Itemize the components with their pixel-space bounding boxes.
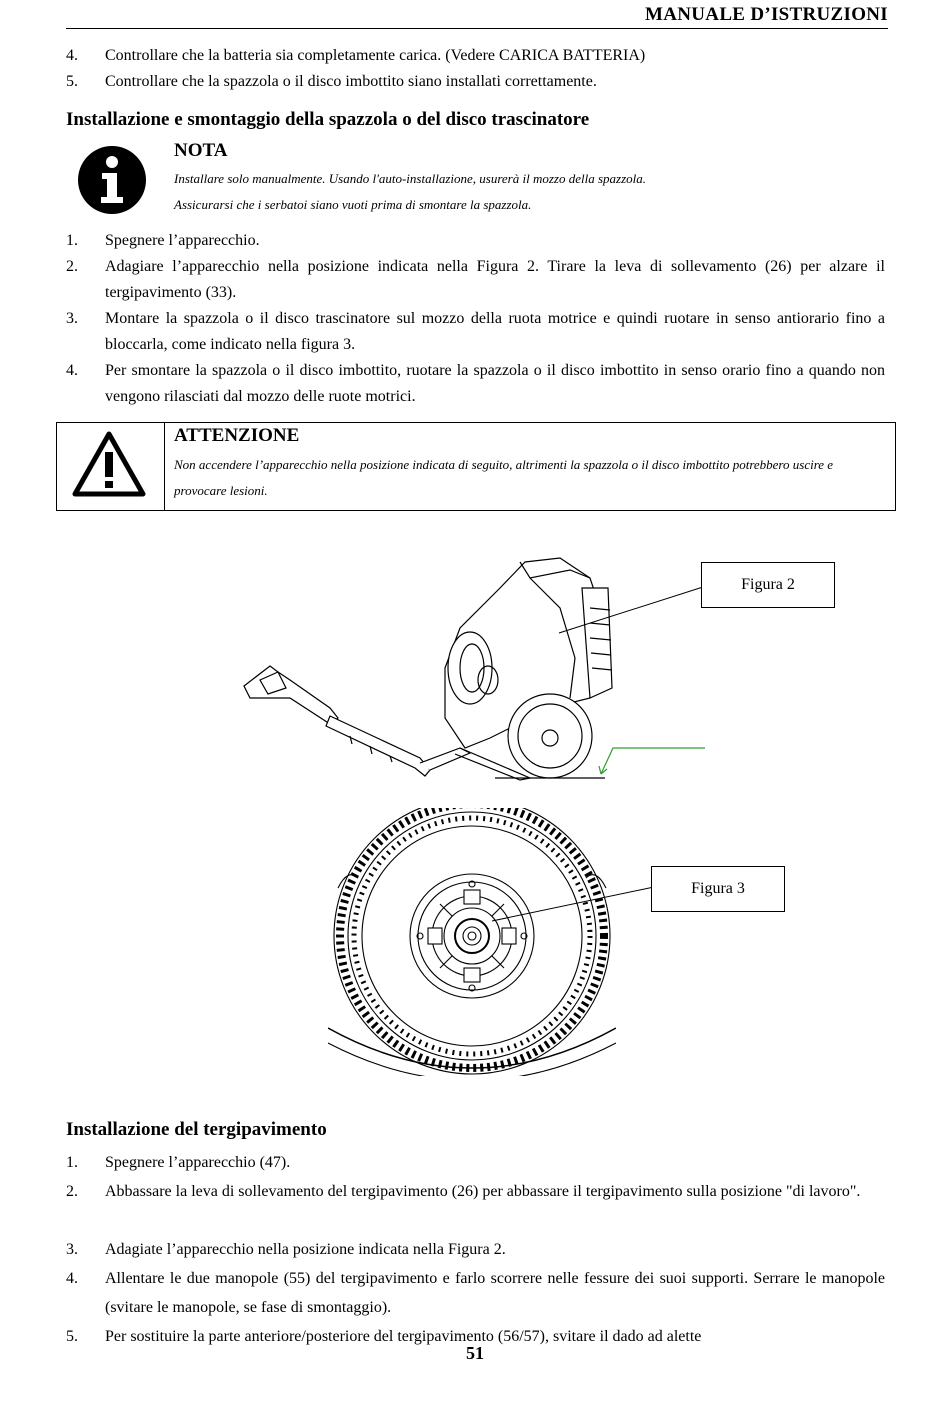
list-item	[66, 1177, 885, 1206]
list-text: Adagiate l’apparecchio nella posizione indicata nella Figura 2.	[105, 1241, 506, 1258]
list-text: Controllare che la spazzola o il disco imbottito siano installati correttamente.	[105, 73, 597, 90]
list-text: Controllare che la batteria sia completamente carica. (Vedere CARICA BATTERIA)	[105, 47, 646, 64]
list-number: 5.	[66, 1328, 78, 1345]
section-heading: Installazione e smontaggio della spazzola o del disco trascinatore	[66, 109, 590, 130]
figure-3-label: Figura 3	[651, 866, 785, 912]
list-item	[66, 43, 885, 69]
list-text: Spegnere l’apparecchio (47).	[105, 1154, 291, 1171]
warning-title: ATTENZIONE	[174, 425, 300, 446]
warning-icon	[72, 430, 146, 498]
header-title: MANUALE D’ISTRUZIONI	[645, 4, 888, 25]
list-number: 4.	[66, 362, 78, 379]
list-text: Per smontare la spazzola o il disco imbottito, ruotare la spazzola o il disco imbottito in senso orario fino a quando non vengono rilasciati dal mozzo delle ruote motrici.	[105, 362, 885, 405]
section-heading: Installazione del tergipavimento	[66, 1119, 327, 1140]
list-item	[66, 1235, 885, 1264]
list-text: Montare la spazzola o il disco trascinatore sul mozzo della ruota motrice e quindi ruotare in senso antiorario fino a bloccarla, come indicato nella figura 3.	[105, 310, 885, 353]
list-number: 1.	[66, 1154, 78, 1171]
warning-text: Non accendere l’apparecchio nella posizione indicata di seguito, altrimenti la spazzola o il disco imbottito potrebbero uscire e provocare lesioni.	[174, 457, 834, 498]
list-text: Per sostituire la parte anteriore/posteriore del tergipavimento (56/57), svitare il dado ad alette	[105, 1328, 702, 1345]
figure-2-floor-marker	[593, 746, 708, 778]
list-number: 2.	[66, 1183, 78, 1200]
list-item	[66, 1264, 885, 1322]
note-title: NOTA	[174, 140, 228, 161]
list-item	[66, 1148, 885, 1177]
header-rule	[66, 28, 888, 29]
list-item	[66, 69, 885, 95]
list-number: 4.	[66, 47, 78, 64]
list-item	[66, 228, 885, 254]
note-text: Installare solo manualmente. Usando l'auto-installazione, usurerà il mozzo della spazzola.	[174, 171, 646, 186]
page-number: 51	[466, 1343, 484, 1363]
list-number: 2.	[66, 258, 78, 275]
figure-2-leader	[555, 585, 705, 635]
list-number: 4.	[66, 1270, 78, 1287]
list-number: 3.	[66, 1241, 78, 1258]
warning-divider	[164, 423, 165, 510]
list-number: 3.	[66, 310, 78, 327]
figure-3-leader	[488, 885, 658, 925]
figure-2-label: Figura 2	[701, 562, 835, 608]
figure-3-drawing	[328, 808, 616, 1076]
list-item	[66, 306, 885, 358]
list-item	[66, 254, 885, 306]
list-item	[66, 358, 885, 410]
list-number: 1.	[66, 232, 78, 249]
list-text: Abbassare la leva di sollevamento del tergipavimento (26) per abbassare il tergipavimento sulla posizione "di lavoro".	[105, 1183, 861, 1200]
list-number: 5.	[66, 73, 78, 90]
list-text: Spegnere l’apparecchio.	[105, 232, 260, 249]
list-text: Adagiare l’apparecchio nella posizione indicata nella Figura 2. Tirare la leva di sollevamento (26) per alzare il tergipavimento (33).	[105, 258, 885, 301]
note-text: Assicurarsi che i serbatoi siano vuoti prima di smontare la spazzola.	[174, 197, 532, 212]
info-icon	[77, 145, 147, 215]
list-text: Allentare le due manopole (55) del tergipavimento e farlo scorrere nelle fessure dei suoi supporti. Serrare le manopole (svitare le manopole, se fase di smontaggio).	[105, 1270, 885, 1316]
